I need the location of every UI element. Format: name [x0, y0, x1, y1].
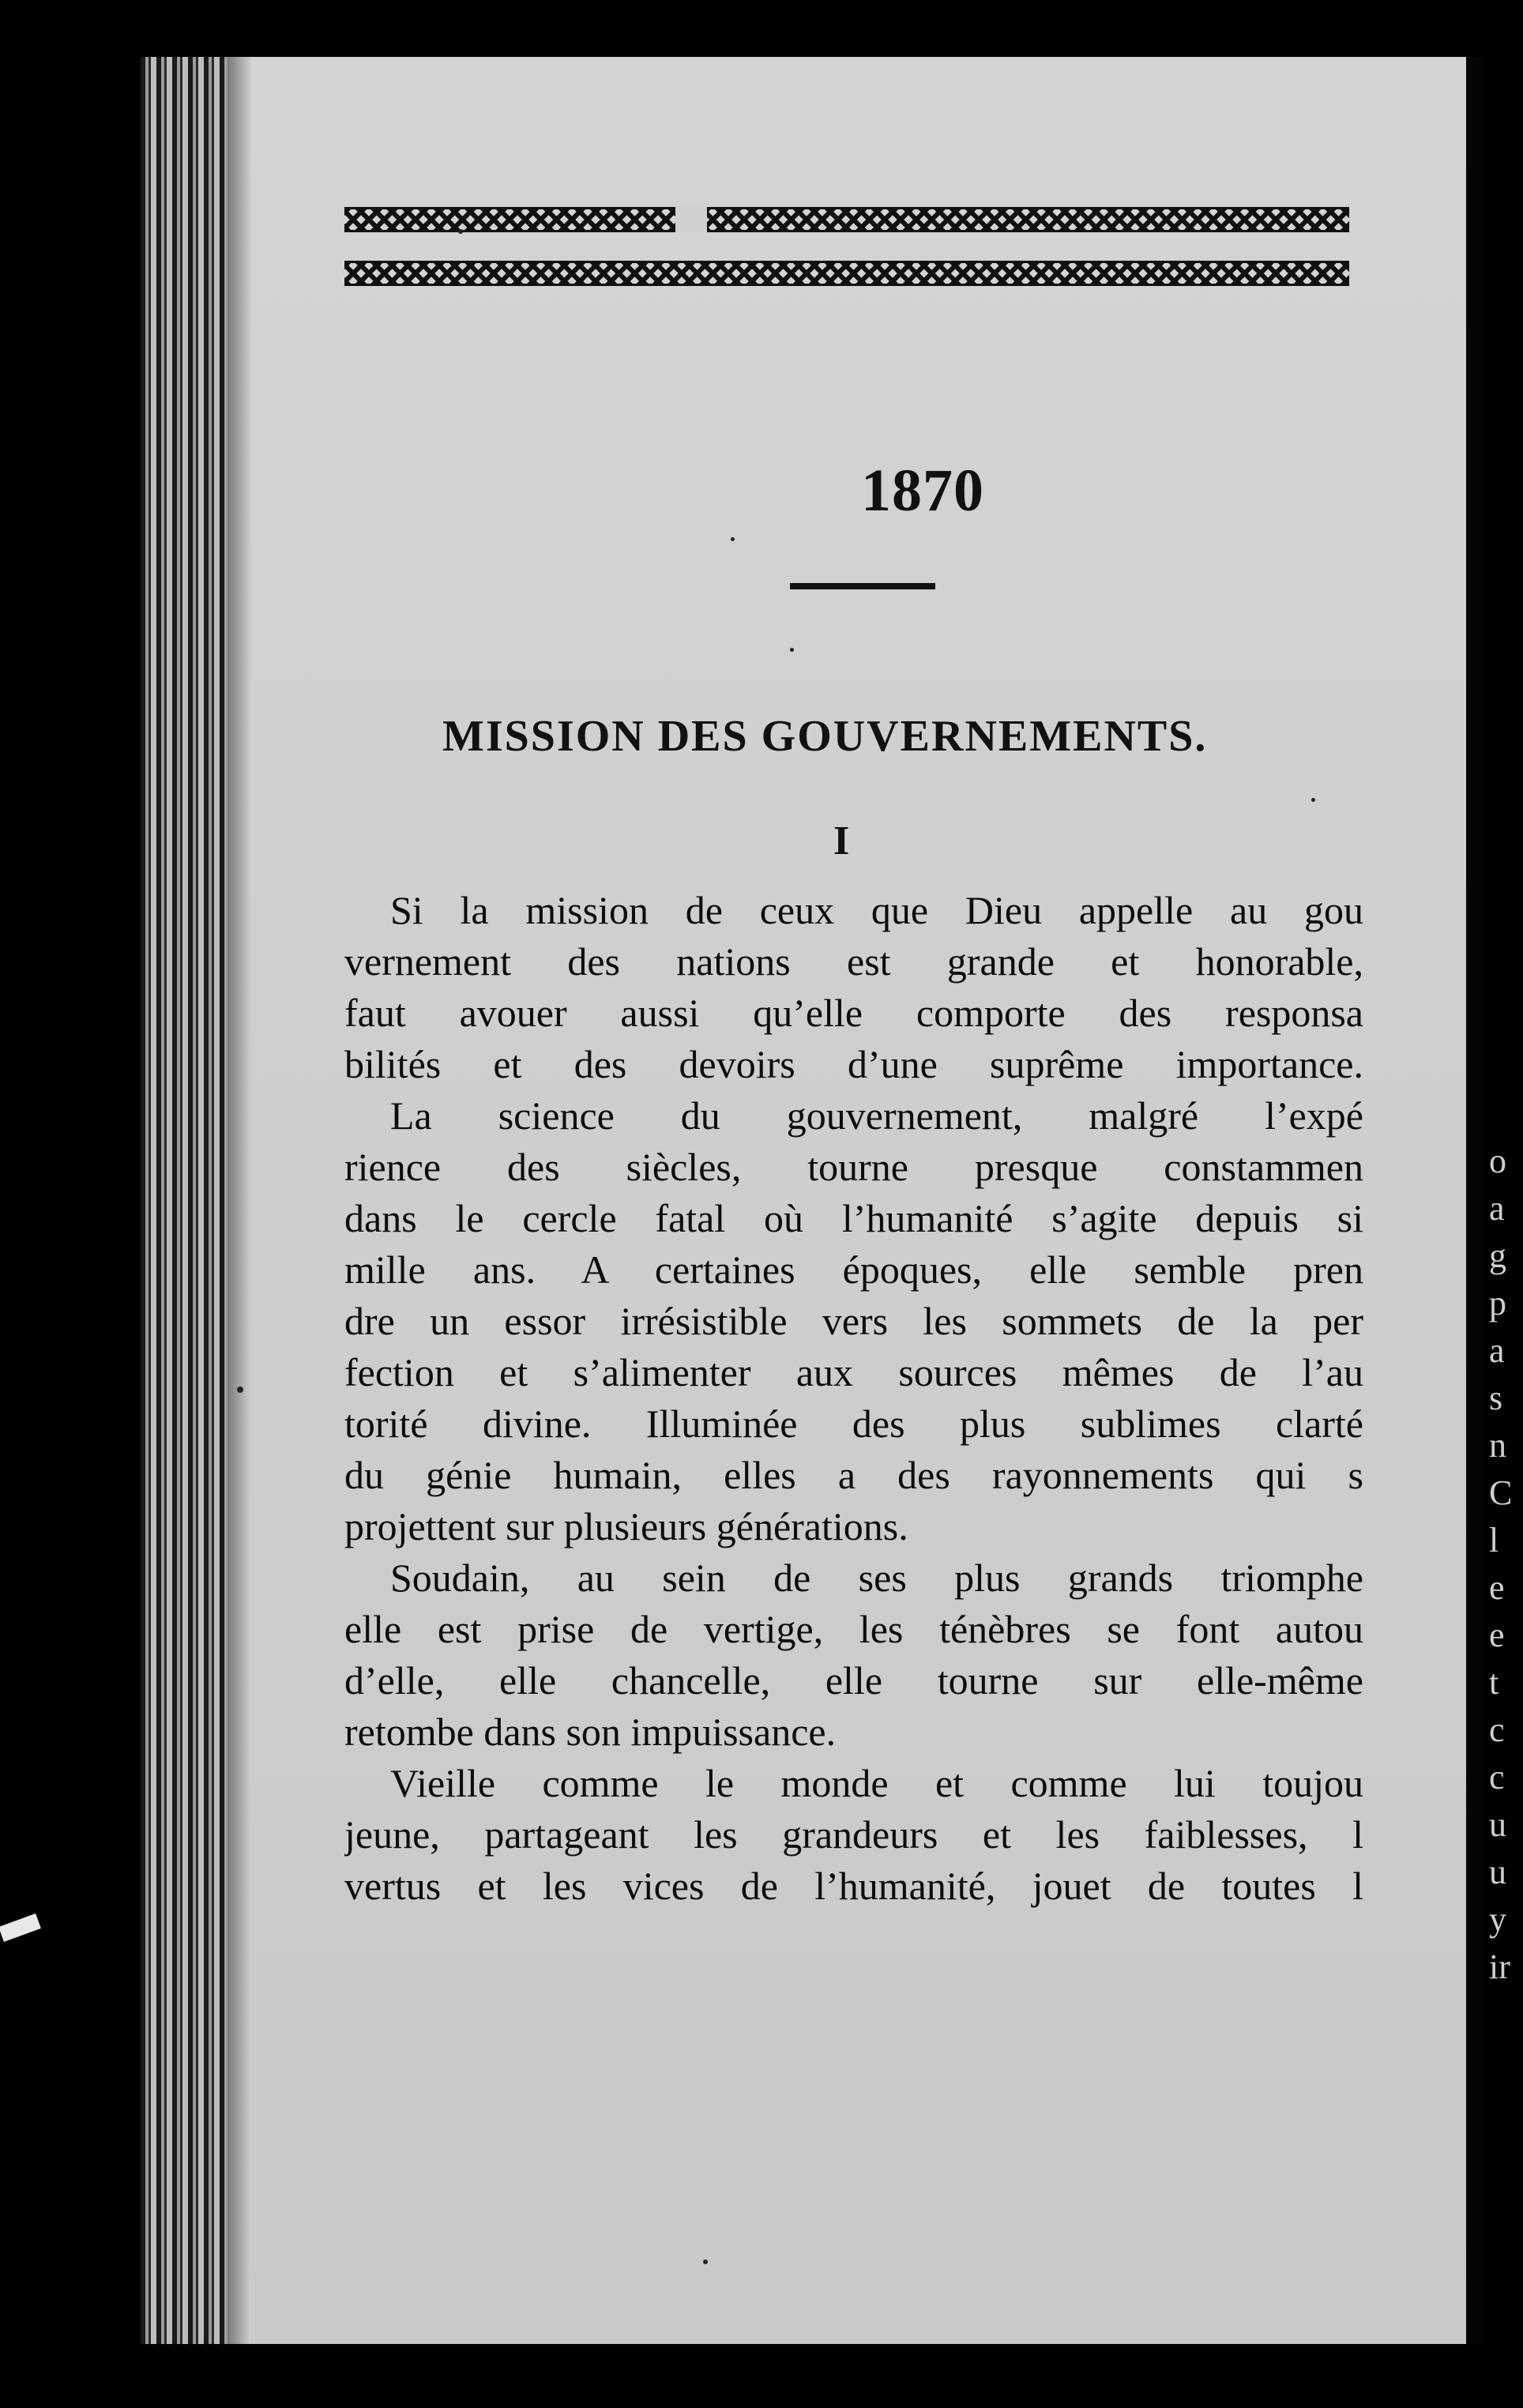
title-rule	[790, 583, 935, 589]
text-line: jeune, partageant les grandeurs et les faiblesses, l	[344, 1812, 1363, 1857]
text-line: vertus et les vices de l’humanité, jouet de toutes l	[344, 1864, 1363, 1908]
page-gutter	[1466, 57, 1484, 2344]
text-line: La science du gouvernement, malgré l’expé	[390, 1093, 1363, 1138]
text-line: vernement des nations est grande et honorable,	[344, 939, 1363, 984]
margin-letter: e	[1489, 1568, 1505, 1607]
margin-letter: e	[1489, 1616, 1505, 1654]
text-line: Soudain, au sein de ses plus grands triomphe	[390, 1556, 1363, 1600]
margin-letter: y	[1489, 1900, 1506, 1939]
text-line: Si la mission de ceux que Dieu appelle au gou	[390, 888, 1363, 932]
margin-letter: o	[1489, 1142, 1506, 1180]
margin-letter: C	[1489, 1473, 1513, 1512]
margin-letter: ir	[1489, 1947, 1510, 1986]
speck	[703, 2259, 708, 2264]
ornament-band-bottom	[344, 261, 1349, 286]
margin-letter: a	[1489, 1331, 1505, 1370]
speck	[790, 648, 794, 652]
margin-letter: c	[1489, 1758, 1505, 1797]
text-line: fection et s’alimenter aux sources mêmes de l’au	[344, 1350, 1363, 1394]
text-line: faut avouer aussi qu’elle comporte des responsa	[344, 991, 1363, 1035]
body-text	[344, 885, 1363, 1912]
margin-letter: p	[1489, 1284, 1506, 1323]
text-line: elle est prise de vertige, les ténèbres se font autou	[344, 1607, 1363, 1651]
margin-letter: a	[1489, 1189, 1505, 1228]
margin-letter: c	[1489, 1710, 1505, 1749]
margin-letter: u	[1489, 1805, 1506, 1844]
margin-letter: t	[1489, 1663, 1499, 1702]
text-line: mille ans. A certaines époques, elle semble pren	[344, 1247, 1363, 1292]
next-page-margin-fragments	[1489, 1138, 1521, 1991]
text-line: rience des siècles, tourne presque constammen	[344, 1145, 1363, 1189]
text-line: du génie humain, elles a des rayonnements qui s	[344, 1453, 1363, 1497]
page-year: 1870	[861, 457, 984, 524]
ornament-band-top	[344, 207, 1349, 232]
speck	[731, 537, 735, 541]
margin-letter: n	[1489, 1426, 1506, 1465]
text-line: dans le cercle fatal où l’humanité s’agite depuis si	[344, 1196, 1363, 1240]
speck	[458, 229, 463, 234]
margin-letter: u	[1489, 1853, 1506, 1891]
ornament-gap	[675, 207, 707, 232]
left-edge-mark	[0, 1913, 41, 1942]
margin-letter: l	[1489, 1521, 1499, 1560]
text-line: bilités et des devoirs d’une suprême importance.	[344, 1042, 1363, 1086]
text-line: torité divine. Illuminée des plus sublimes clarté	[344, 1402, 1363, 1446]
text-line: d’elle, elle chancelle, elle tourne sur elle-même	[344, 1658, 1363, 1703]
chapter-title: MISSION DES GOUVERNEMENTS.	[442, 712, 1208, 761]
margin-letter: g	[1489, 1236, 1506, 1275]
speck	[237, 1386, 243, 1393]
text-line: projettent sur plusieurs générations.	[344, 1504, 908, 1548]
page-edge-shadow	[228, 57, 251, 2344]
text-line: retombe dans son impuissance.	[344, 1710, 837, 1754]
speck	[1311, 798, 1315, 802]
text-line: dre un essor irrésistible vers les sommets de la per	[344, 1299, 1363, 1343]
text-line: Vieille comme le monde et comme lui toujou	[390, 1761, 1363, 1805]
page-edge-stripes	[141, 57, 228, 2344]
margin-letter: s	[1489, 1379, 1503, 1417]
section-numeral: I	[833, 818, 850, 863]
